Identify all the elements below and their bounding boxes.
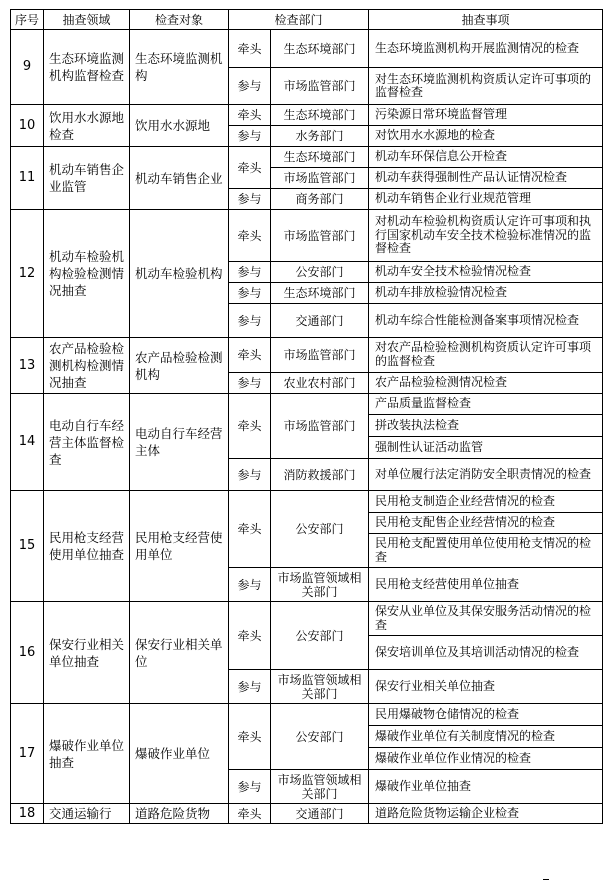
role-lead: 牵头 xyxy=(229,30,271,68)
role-lead: 牵头 xyxy=(229,704,271,770)
dept-cell: 农业农村部门 xyxy=(271,372,369,393)
item-cell: 民用枪支配售企业经营情况的检查 xyxy=(369,513,603,534)
dept-cell: 公安部门 xyxy=(271,602,369,670)
table-row xyxy=(11,30,603,68)
row-field: 电动自行车经营主体监督检查 xyxy=(44,394,130,491)
role-join: 参与 xyxy=(229,670,271,704)
item-cell: 农产品检验检测情况检查 xyxy=(369,372,603,393)
item-cell: 爆破作业单位作业情况的检查 xyxy=(369,748,603,770)
dept-cell: 公安部门 xyxy=(271,704,369,770)
dept-cell: 市场监管部门 xyxy=(271,210,369,262)
role-lead: 牵头 xyxy=(229,147,271,189)
dept-cell: 消防救援部门 xyxy=(271,459,369,491)
item-cell: 污染源日常环境监督管理 xyxy=(369,105,603,126)
item-cell: 机动车综合性能检测备案事项情况检查 xyxy=(369,304,603,338)
header-field: 抽查领域 xyxy=(44,10,130,30)
item-cell: 民用枪支经营使用单位抽查 xyxy=(369,568,603,602)
item-cell: 机动车排放检验情况检查 xyxy=(369,283,603,304)
row-object: 农产品检验检测机构 xyxy=(130,338,229,394)
item-cell: 对生态环境监测机构资质认定许可事项的监督检查 xyxy=(369,68,603,105)
dept-cell: 交通部门 xyxy=(271,804,369,824)
row-object: 道路危险货物 xyxy=(130,804,229,824)
row-field: 生态环境监测机构监督检查 xyxy=(44,30,130,105)
item-cell: 保安培训单位及其培训活动情况的检查 xyxy=(369,636,603,670)
dept-cell: 生态环境部门 xyxy=(271,283,369,304)
table-row xyxy=(11,602,603,636)
dept-cell: 生态环境部门 xyxy=(271,105,369,126)
item-cell: 机动车环保信息公开检查 xyxy=(369,147,603,168)
row-field: 保安行业相关单位抽查 xyxy=(44,602,130,704)
item-cell: 对机动车检验机构资质认定许可事项和执行国家机动车安全技术检验标准情况的监督检查 xyxy=(369,210,603,262)
row-field: 农产品检验检测机构检测情况抽查 xyxy=(44,338,130,394)
role-join: 参与 xyxy=(229,189,271,210)
dept-cell: 商务部门 xyxy=(271,189,369,210)
dept-cell: 市场监管领域相关部门 xyxy=(271,670,369,704)
item-cell: 爆破作业单位有关制度情况的检查 xyxy=(369,726,603,748)
role-join: 参与 xyxy=(229,459,271,491)
row-no: 12 xyxy=(11,210,44,338)
role-join: 参与 xyxy=(229,304,271,338)
item-cell: 产品质量监督检查 xyxy=(369,394,603,415)
row-object: 机动车检验机构 xyxy=(130,210,229,338)
row-field: 交通运输行 xyxy=(44,804,130,824)
item-cell: 民用枪支配置使用单位使用枪支情况的检查 xyxy=(369,534,603,568)
dept-cell: 市场监管部门 xyxy=(271,394,369,459)
item-cell: 保安从业单位及其保安服务活动情况的检查 xyxy=(369,602,603,636)
item-cell: 机动车获得强制性产品认证情况检查 xyxy=(369,168,603,189)
item-cell: 民用枪支制造企业经营情况的检查 xyxy=(369,491,603,513)
row-field: 民用枪支经营使用单位抽查 xyxy=(44,491,130,602)
item-cell: 机动车销售企业行业规范管理 xyxy=(369,189,603,210)
row-object: 生态环境监测机构 xyxy=(130,30,229,105)
row-no: 10 xyxy=(11,105,44,147)
item-cell: 生态环境监测机构开展监测情况的检查 xyxy=(369,30,603,68)
dept-cell: 公安部门 xyxy=(271,262,369,283)
row-object: 爆破作业单位 xyxy=(130,704,229,804)
row-no: 11 xyxy=(11,147,44,210)
item-cell: 对农产品检验检测机构资质认定许可事项的监督检查 xyxy=(369,338,603,373)
dept-cell: 市场监管部门 xyxy=(271,168,369,189)
role-join: 参与 xyxy=(229,283,271,304)
role-join: 参与 xyxy=(229,262,271,283)
item-cell: 对饮用水水源地的检查 xyxy=(369,126,603,147)
item-cell: 保安行业相关单位抽查 xyxy=(369,670,603,704)
row-field: 机动车销售企业监管 xyxy=(44,147,130,210)
row-object: 饮用水水源地 xyxy=(130,105,229,147)
row-no: 13 xyxy=(11,338,44,394)
row-no: 17 xyxy=(11,704,44,804)
dept-cell: 生态环境部门 xyxy=(271,147,369,168)
item-cell: 拼改装执法检查 xyxy=(369,415,603,437)
item-cell: 爆破作业单位抽查 xyxy=(369,770,603,804)
dept-cell: 水务部门 xyxy=(271,126,369,147)
row-object: 民用枪支经营使用单位 xyxy=(130,491,229,602)
dept-cell: 市场监管部门 xyxy=(271,68,369,105)
role-lead: 牵头 xyxy=(229,602,271,670)
role-join: 参与 xyxy=(229,372,271,393)
item-cell: 道路危险货物运输企业检查 xyxy=(369,804,603,824)
row-field: 机动车检验机构检验检测情况抽查 xyxy=(44,210,130,338)
table-row xyxy=(11,338,603,373)
item-cell: 民用爆破物仓储情况的检查 xyxy=(369,704,603,726)
row-no: 15 xyxy=(11,491,44,602)
row-object: 保安行业相关单位 xyxy=(130,602,229,704)
role-join: 参与 xyxy=(229,126,271,147)
item-cell: 机动车安全技术检验情况检查 xyxy=(369,262,603,283)
table-row xyxy=(11,491,603,513)
row-field: 爆破作业单位抽查 xyxy=(44,704,130,804)
row-field: 饮用水水源地检查 xyxy=(44,105,130,147)
dept-cell: 市场监管部门 xyxy=(271,338,369,373)
table-row xyxy=(11,105,603,126)
row-no: 18 xyxy=(11,804,44,824)
role-lead: 牵头 xyxy=(229,394,271,459)
dept-cell: 市场监管领域相关部门 xyxy=(271,568,369,602)
role-lead: 牵头 xyxy=(229,338,271,373)
row-no: 14 xyxy=(11,394,44,491)
table-row xyxy=(11,210,603,262)
table-header-row xyxy=(11,10,603,30)
row-no: 9 xyxy=(11,30,44,105)
inspection-table xyxy=(10,9,603,824)
table-row xyxy=(11,804,603,824)
header-item: 抽查事项 xyxy=(369,10,603,30)
role-lead: 牵头 xyxy=(229,105,271,126)
row-object: 电动自行车经营主体 xyxy=(130,394,229,491)
item-cell: 对单位履行法定消防安全职责情况的检查 xyxy=(369,459,603,491)
row-object: 机动车销售企业 xyxy=(130,147,229,210)
header-no: 序号 xyxy=(11,10,44,30)
table-row xyxy=(11,147,603,168)
role-lead: 牵头 xyxy=(229,491,271,568)
table-row xyxy=(11,394,603,415)
row-no: 16 xyxy=(11,602,44,704)
role-lead: 牵头 xyxy=(229,210,271,262)
item-cell: 强制性认证活动监管 xyxy=(369,437,603,459)
dept-cell: 市场监管领域相关部门 xyxy=(271,770,369,804)
header-dept: 检查部门 xyxy=(229,10,369,30)
page-corner-mark xyxy=(543,879,549,880)
role-join: 参与 xyxy=(229,68,271,105)
dept-cell: 生态环境部门 xyxy=(271,30,369,68)
role-join: 参与 xyxy=(229,770,271,804)
table-row xyxy=(11,704,603,726)
dept-cell: 交通部门 xyxy=(271,304,369,338)
role-lead: 牵头 xyxy=(229,804,271,824)
dept-cell: 公安部门 xyxy=(271,491,369,568)
role-join: 参与 xyxy=(229,568,271,602)
header-object: 检查对象 xyxy=(130,10,229,30)
